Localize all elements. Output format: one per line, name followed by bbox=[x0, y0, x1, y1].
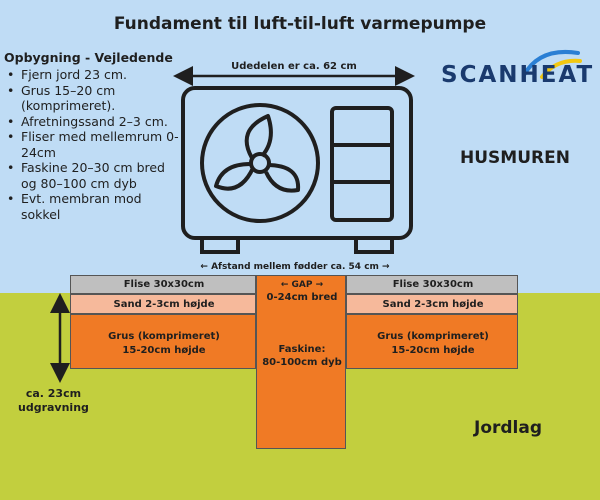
guide-item: • Evt. membran mod sokkel bbox=[4, 191, 179, 222]
right-tile: Flise 30x30cm bbox=[346, 275, 518, 294]
soil-label: Jordlag bbox=[474, 418, 543, 438]
left-gravel: Grus (komprimeret) 15-20cm højde bbox=[70, 314, 256, 369]
guide-item: • Afretningssand 2–3 cm. bbox=[4, 114, 179, 130]
left-sand: Sand 2-3cm højde bbox=[70, 294, 256, 314]
guide-title: Opbygning - Vejledende bbox=[4, 50, 173, 65]
unit-width-label: Udedelen er ca. 62 cm bbox=[231, 61, 357, 72]
faskine: ← GAP → 0-24cm bred Faskine: 80-100cm dyb bbox=[256, 275, 346, 449]
wall-label: HUSMUREN bbox=[460, 148, 570, 168]
guide-item: • Grus 15–20 cm (komprimeret). bbox=[4, 83, 179, 114]
right-gravel: Grus (komprimeret) 15-20cm højde bbox=[346, 314, 518, 369]
guide-item: • Fjern jord 23 cm. bbox=[4, 67, 179, 83]
page-title: Fundament til luft-til-luft varmepumpe bbox=[113, 14, 487, 34]
left-tile: Flise 30x30cm bbox=[70, 275, 256, 294]
right-sand: Sand 2-3cm højde bbox=[346, 294, 518, 314]
feet-distance-label: ← Afstand mellem fødder ca. 54 cm → bbox=[200, 262, 390, 272]
logo: SCANHEAT bbox=[441, 62, 595, 88]
guide-item: • Faskine 20–30 cm bred og 80–100 cm dyb bbox=[4, 160, 179, 191]
excavation-label: ca. 23cm udgravning bbox=[18, 387, 89, 414]
heat-pump-unit-icon bbox=[183, 88, 411, 252]
guide-item: • Fliser med mellemrum 0-24cm bbox=[4, 129, 179, 160]
